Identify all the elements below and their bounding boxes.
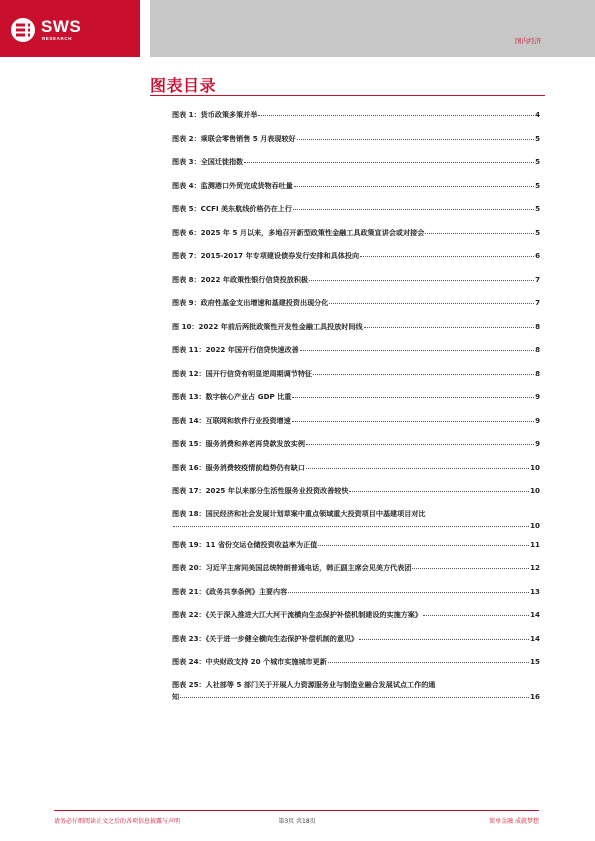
toc-entry[interactable] xyxy=(172,484,540,508)
toc-entry-label: 图表 7：2015-2017 年专项建设债券发行安排和具体投向 xyxy=(172,251,360,260)
toc-entry-page: 10 xyxy=(530,520,540,530)
toc-entry-label: 图表 24：中央财政支持 20 个城市实施城市更新 xyxy=(172,657,327,666)
toc-entry-label: 图表 17：2025 年以来部分生活性服务业投资改善较快 xyxy=(172,486,349,495)
toc-entry-page: 7 xyxy=(535,298,540,307)
toc-entry[interactable] xyxy=(172,561,540,585)
toc-entry-label: 图表 19：11 省份交运仓储投资收益率为正值 xyxy=(172,539,318,549)
toc-entry-page: 6 xyxy=(535,251,540,260)
toc-entry-page: 16 xyxy=(530,691,540,701)
toc-entry[interactable] xyxy=(172,632,540,656)
toc-entry-page: 10 xyxy=(530,462,540,472)
sws-logo-icon xyxy=(10,17,36,43)
dot-leader xyxy=(244,154,534,163)
dot-leader xyxy=(293,201,534,210)
toc-entry[interactable] xyxy=(172,679,540,709)
dot-leader xyxy=(258,107,534,116)
footer-disclaimer: 请务必仔细阅读正文之后的各项信息披露与声明 xyxy=(54,818,181,825)
toc-entry[interactable] xyxy=(172,155,540,179)
toc-entry-label: 图表 11：2022 年国开行信贷快速改善 xyxy=(172,345,299,354)
toc-entry-label: 图表 14：互联网和软件行业投资增速 xyxy=(172,415,291,425)
dot-leader xyxy=(328,654,529,663)
toc-list xyxy=(172,108,540,709)
toc-entry[interactable] xyxy=(172,608,540,632)
toc-entry-label: 图 10：2022 年前后两批政策性开发性金融工具投放时间线 xyxy=(172,321,363,331)
toc-entry-page: 8 xyxy=(535,321,540,331)
toc-entry-label: 图表 21：《政务共享条例》主要内容 xyxy=(172,586,288,596)
toc-entry[interactable] xyxy=(172,226,540,250)
toc-entry-label: 图表 23：《关于进一步健全横向生态保护补偿机制的意见》 xyxy=(172,633,359,643)
toc-entry[interactable] xyxy=(172,273,540,297)
toc-entry-page: 9 xyxy=(535,439,540,448)
page-number: 第3页 共18页 xyxy=(278,818,316,825)
toc-entry[interactable] xyxy=(172,179,540,203)
toc-entry[interactable] xyxy=(172,320,540,344)
dot-leader xyxy=(292,413,534,422)
toc-entry-page: 14 xyxy=(530,610,540,619)
toc-entry-page: 5 xyxy=(535,204,540,213)
dot-leader xyxy=(313,366,534,375)
toc-entry-label: 图表 16：服务消费较疫情前趋势仍有缺口 xyxy=(172,462,305,472)
toc-entry[interactable] xyxy=(172,296,540,320)
toc-entry[interactable] xyxy=(172,132,540,156)
toc-entry-page: 15 xyxy=(530,657,540,666)
toc-entry-label: 图表 15：服务消费和养老再贷款发放实例 xyxy=(172,439,305,448)
toc-entry[interactable] xyxy=(172,249,540,273)
dot-leader xyxy=(173,518,529,527)
footer-divider xyxy=(54,810,539,811)
toc-entry-label: 图表 18：国民经济和社会发展计划草案中重点领域重大投资项目中基建项目对比 xyxy=(172,508,426,518)
report-category: 国内经济 xyxy=(515,37,541,45)
toc-entry[interactable] xyxy=(172,585,540,609)
toc-entry[interactable] xyxy=(172,367,540,391)
toc-entry-label: 图表 4：监测港口外贸完成货物吞吐量 xyxy=(172,180,293,190)
dot-leader xyxy=(318,537,529,546)
dot-leader xyxy=(329,295,534,304)
toc-entry-page: 5 xyxy=(535,180,540,190)
brand-name: SWS xyxy=(41,17,82,36)
dot-leader xyxy=(425,225,534,234)
toc-entry[interactable] xyxy=(172,202,540,226)
toc-entry-label: 图表 20：习近平主席同美国总统特朗普通电话，韩正副主席会见美方代表团 xyxy=(172,563,412,572)
dot-leader xyxy=(294,178,534,187)
sws-logo xyxy=(10,17,120,45)
toc-entry-page: 4 xyxy=(535,110,540,119)
title-divider xyxy=(150,95,545,96)
toc-entry[interactable] xyxy=(172,108,540,132)
dot-leader xyxy=(364,319,534,328)
toc-entry[interactable] xyxy=(172,437,540,461)
toc-entry-label: 图表 5：CCFI 美东航线价格仍在上行 xyxy=(172,204,292,213)
toc-entry-page: 5 xyxy=(535,133,540,143)
toc-entry[interactable] xyxy=(172,343,540,367)
dot-leader xyxy=(297,131,534,140)
toc-entry[interactable] xyxy=(172,508,540,538)
toc-entry-page: 14 xyxy=(530,633,540,643)
toc-entry-label: 图表 13：数字核心产业占 GDP 比重 xyxy=(172,392,292,401)
toc-entry-page: 10 xyxy=(530,486,540,495)
toc-entry-page: 13 xyxy=(530,586,540,596)
brand-subtitle: RESEARCH xyxy=(42,36,73,41)
toc-entry-page: 9 xyxy=(535,415,540,425)
toc-entry-page: 8 xyxy=(535,368,540,378)
toc-entry[interactable] xyxy=(172,414,540,438)
toc-entry-label-continued: 知 xyxy=(172,691,180,701)
header-bar xyxy=(150,0,595,57)
toc-title: 图表目录 xyxy=(150,76,217,95)
dot-leader xyxy=(359,631,529,640)
dot-leader xyxy=(306,436,534,445)
toc-entry-label: 图表 9：政府性基金支出增速和基建投资出现分化 xyxy=(172,298,329,307)
toc-entry-label: 图表 12：国开行信贷有明显逆周期调节特征 xyxy=(172,368,313,378)
dot-leader xyxy=(412,560,529,569)
toc-entry-label: 图表 1：货币政策多策并举 xyxy=(172,110,258,119)
toc-entry-page: 5 xyxy=(535,227,540,237)
dot-leader xyxy=(309,272,534,281)
dot-leader xyxy=(292,389,534,398)
dot-leader xyxy=(423,607,529,616)
toc-entry-label: 图表 2：乘联会零售销售 5 月表现较好 xyxy=(172,133,296,143)
dot-leader xyxy=(349,483,529,492)
toc-entry-label: 图表 3：全国迁徙指数 xyxy=(172,157,244,166)
footer-slogan: 简单金融 成就梦想 xyxy=(489,818,539,825)
toc-entry[interactable] xyxy=(172,461,540,485)
dot-leader xyxy=(360,248,534,257)
toc-entry[interactable] xyxy=(172,538,540,562)
toc-entry-page: 8 xyxy=(535,345,540,354)
dot-leader xyxy=(180,689,529,698)
toc-entry[interactable] xyxy=(172,390,540,414)
toc-entry-page: 9 xyxy=(535,392,540,401)
toc-entry-label: 图表 8：2022 年政策性银行信贷投放积极 xyxy=(172,274,309,284)
toc-entry-label: 图表 25：人社部等 5 部门关于开展人力资源服务业与制造业融合发展试点工作的通 xyxy=(172,679,436,689)
toc-entry-label: 图表 6：2025 年 5 月以来，多地召开新型政策性金融工具政策宣讲会或对接会 xyxy=(172,227,425,237)
toc-entry-page: 7 xyxy=(535,274,540,284)
dot-leader xyxy=(288,584,529,593)
toc-entry-label: 图表 22：《关于深入推进大江大河干流横向生态保护补偿机制建设的实施方案》 xyxy=(172,610,422,619)
dot-leader xyxy=(300,342,534,351)
dot-leader xyxy=(306,460,529,469)
brand-banner xyxy=(0,0,140,57)
toc-entry[interactable] xyxy=(172,655,540,679)
toc-entry-page: 12 xyxy=(530,563,540,572)
toc-entry-page: 5 xyxy=(535,157,540,166)
toc-entry-page: 11 xyxy=(530,539,540,549)
